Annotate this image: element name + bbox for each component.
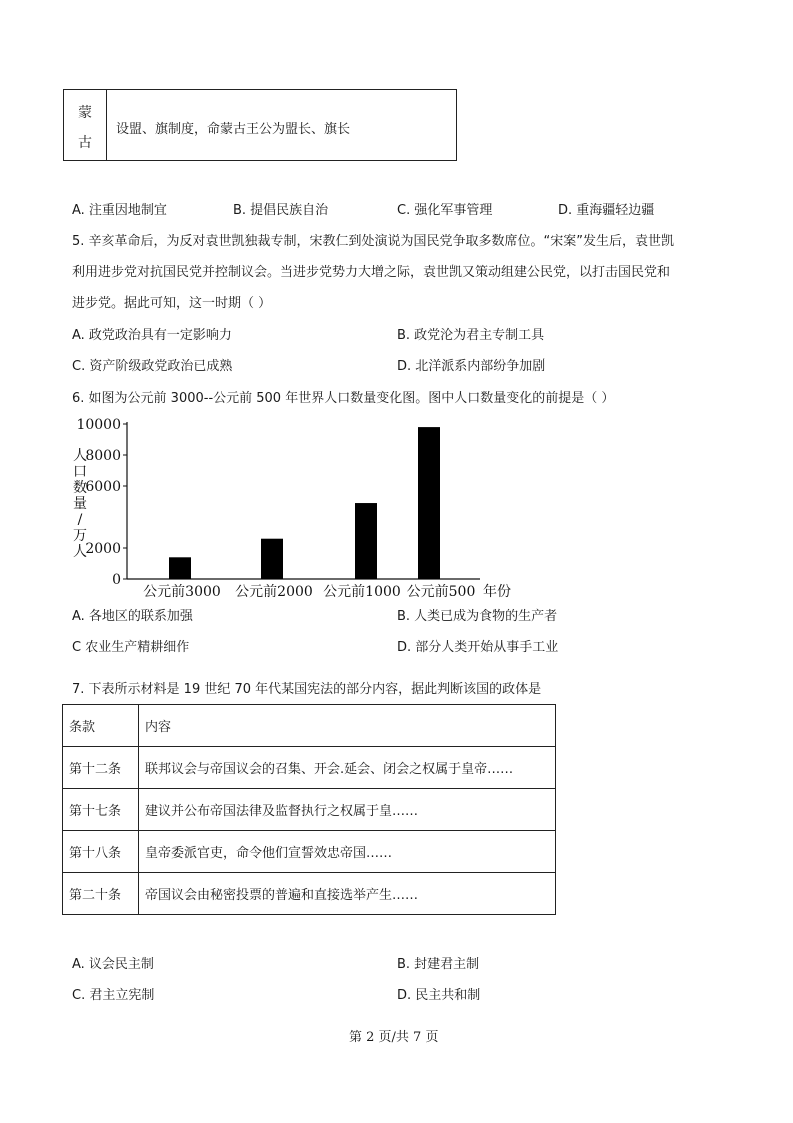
bar — [355, 503, 377, 579]
table-row — [63, 873, 556, 915]
y-axis-label-char: 数 — [73, 480, 87, 496]
y-axis-label-char: 人 — [73, 448, 87, 464]
bar — [169, 557, 191, 579]
x-tick-label: 公元前500 — [406, 584, 476, 600]
table-header-row — [63, 705, 556, 747]
q5-stem-line: 5. 辛亥革命后，为反对袁世凯独裁专制，宋教仁到处演说为国民党争取多数席位。“宋案”发生后，袁世凯 — [72, 234, 675, 249]
q5-option-d: D. 北洋派系内部纷争加剧 — [397, 359, 546, 374]
region-char: 蒙 — [78, 105, 92, 121]
q5-option-a: A. 政党政治具有一定影响力 — [72, 328, 232, 343]
q7-option-c: C. 君主立宪制 — [72, 988, 155, 1003]
region-cell — [64, 90, 107, 160]
y-tick-label: 6000 — [85, 479, 121, 495]
q7-option-b: B. 封建君主制 — [397, 957, 480, 972]
q6-stem: 6. 如图为公元前 3000--公元前 500 年世界人口数量变化图。图中人口数量变化的前提是（ ） — [72, 391, 615, 406]
y-axis-label-char: 口 — [73, 464, 87, 480]
table-row — [63, 747, 556, 789]
content-cell: 建议并公布帝国法律及监督执行之权属于皇…… — [139, 789, 556, 831]
x-tick-label: 公元前3000 — [143, 584, 221, 600]
content-cell: 帝国议会由秘密投票的普遍和直接选举产生…… — [139, 873, 556, 915]
y-tick-label: 2000 — [85, 541, 121, 557]
region-char: 古 — [78, 135, 92, 151]
population-bar-chart — [62, 413, 532, 603]
y-axis-label-char: / — [77, 512, 83, 528]
q6-option-b: B. 人类已成为食物的生产者 — [397, 609, 558, 624]
content-cell: 联邦议会与帝国议会的召集、开会.延会、闭会之权属于皇帝…… — [139, 747, 556, 789]
y-axis-label-char: 人 — [73, 544, 87, 560]
q5-stem-line: 进步党。据此可知，这一时期（ ） — [72, 296, 272, 311]
table-header-cell: 内容 — [139, 705, 556, 747]
region-table — [63, 89, 457, 161]
x-axis-label: 年份 — [483, 584, 511, 600]
q7-stem: 7. 下表所示材料是 19 世纪 70 年代某国宪法的部分内容，据此判断该国的政体是 — [72, 682, 542, 697]
x-tick-label: 公元前2000 — [235, 584, 313, 600]
bar — [418, 427, 440, 579]
q6-option-d: D. 部分人类开始从事手工业 — [397, 640, 559, 655]
x-tick-label: 公元前1000 — [323, 584, 401, 600]
article-cell: 第二十条 — [63, 873, 139, 915]
q5-option-b: B. 政党沦为君主专制工具 — [397, 328, 545, 343]
q5-stem-line: 利用进步党对抗国民党并控制议会。当进步党势力大增之际，袁世凯又策动组建公民党，以打击国民党和 — [72, 265, 671, 280]
y-axis-label-char: 量 — [73, 496, 87, 512]
q4-option-a: A. 注重因地制宜 — [72, 203, 167, 218]
policy-cell: 设盟、旗制度，命蒙古王公为盟长、旗长 — [116, 122, 351, 137]
q6-option-c: C 农业生产精耕细作 — [72, 640, 190, 655]
constitution-table — [62, 704, 556, 915]
y-axis-label-char: 万 — [73, 528, 87, 544]
article-cell: 第十八条 — [63, 831, 139, 873]
q7-option-d: D. 民主共和制 — [397, 988, 481, 1003]
table-row — [63, 789, 556, 831]
q4-option-d: D. 重海疆轻边疆 — [558, 203, 655, 218]
q6-option-a: A. 各地区的联系加强 — [72, 609, 193, 624]
content-cell: 皇帝委派官吏，命令他们宣誓效忠帝国…… — [139, 831, 556, 873]
page-footer: 第 2 页/共 7 页 — [349, 1030, 439, 1045]
y-tick-label: 10000 — [76, 417, 121, 433]
q4-option-c: C. 强化军事管理 — [397, 203, 493, 218]
q4-option-b: B. 提倡民族自治 — [233, 203, 329, 218]
y-tick-label: 8000 — [85, 448, 121, 464]
bar — [261, 539, 283, 579]
q7-option-a: A. 议会民主制 — [72, 957, 154, 972]
q5-option-c: C. 资产阶级政党政治已成熟 — [72, 359, 233, 374]
y-tick-label: 0 — [112, 572, 121, 588]
table-header-cell: 条款 — [63, 705, 139, 747]
article-cell: 第十二条 — [63, 747, 139, 789]
table-row — [63, 831, 556, 873]
article-cell: 第十七条 — [63, 789, 139, 831]
